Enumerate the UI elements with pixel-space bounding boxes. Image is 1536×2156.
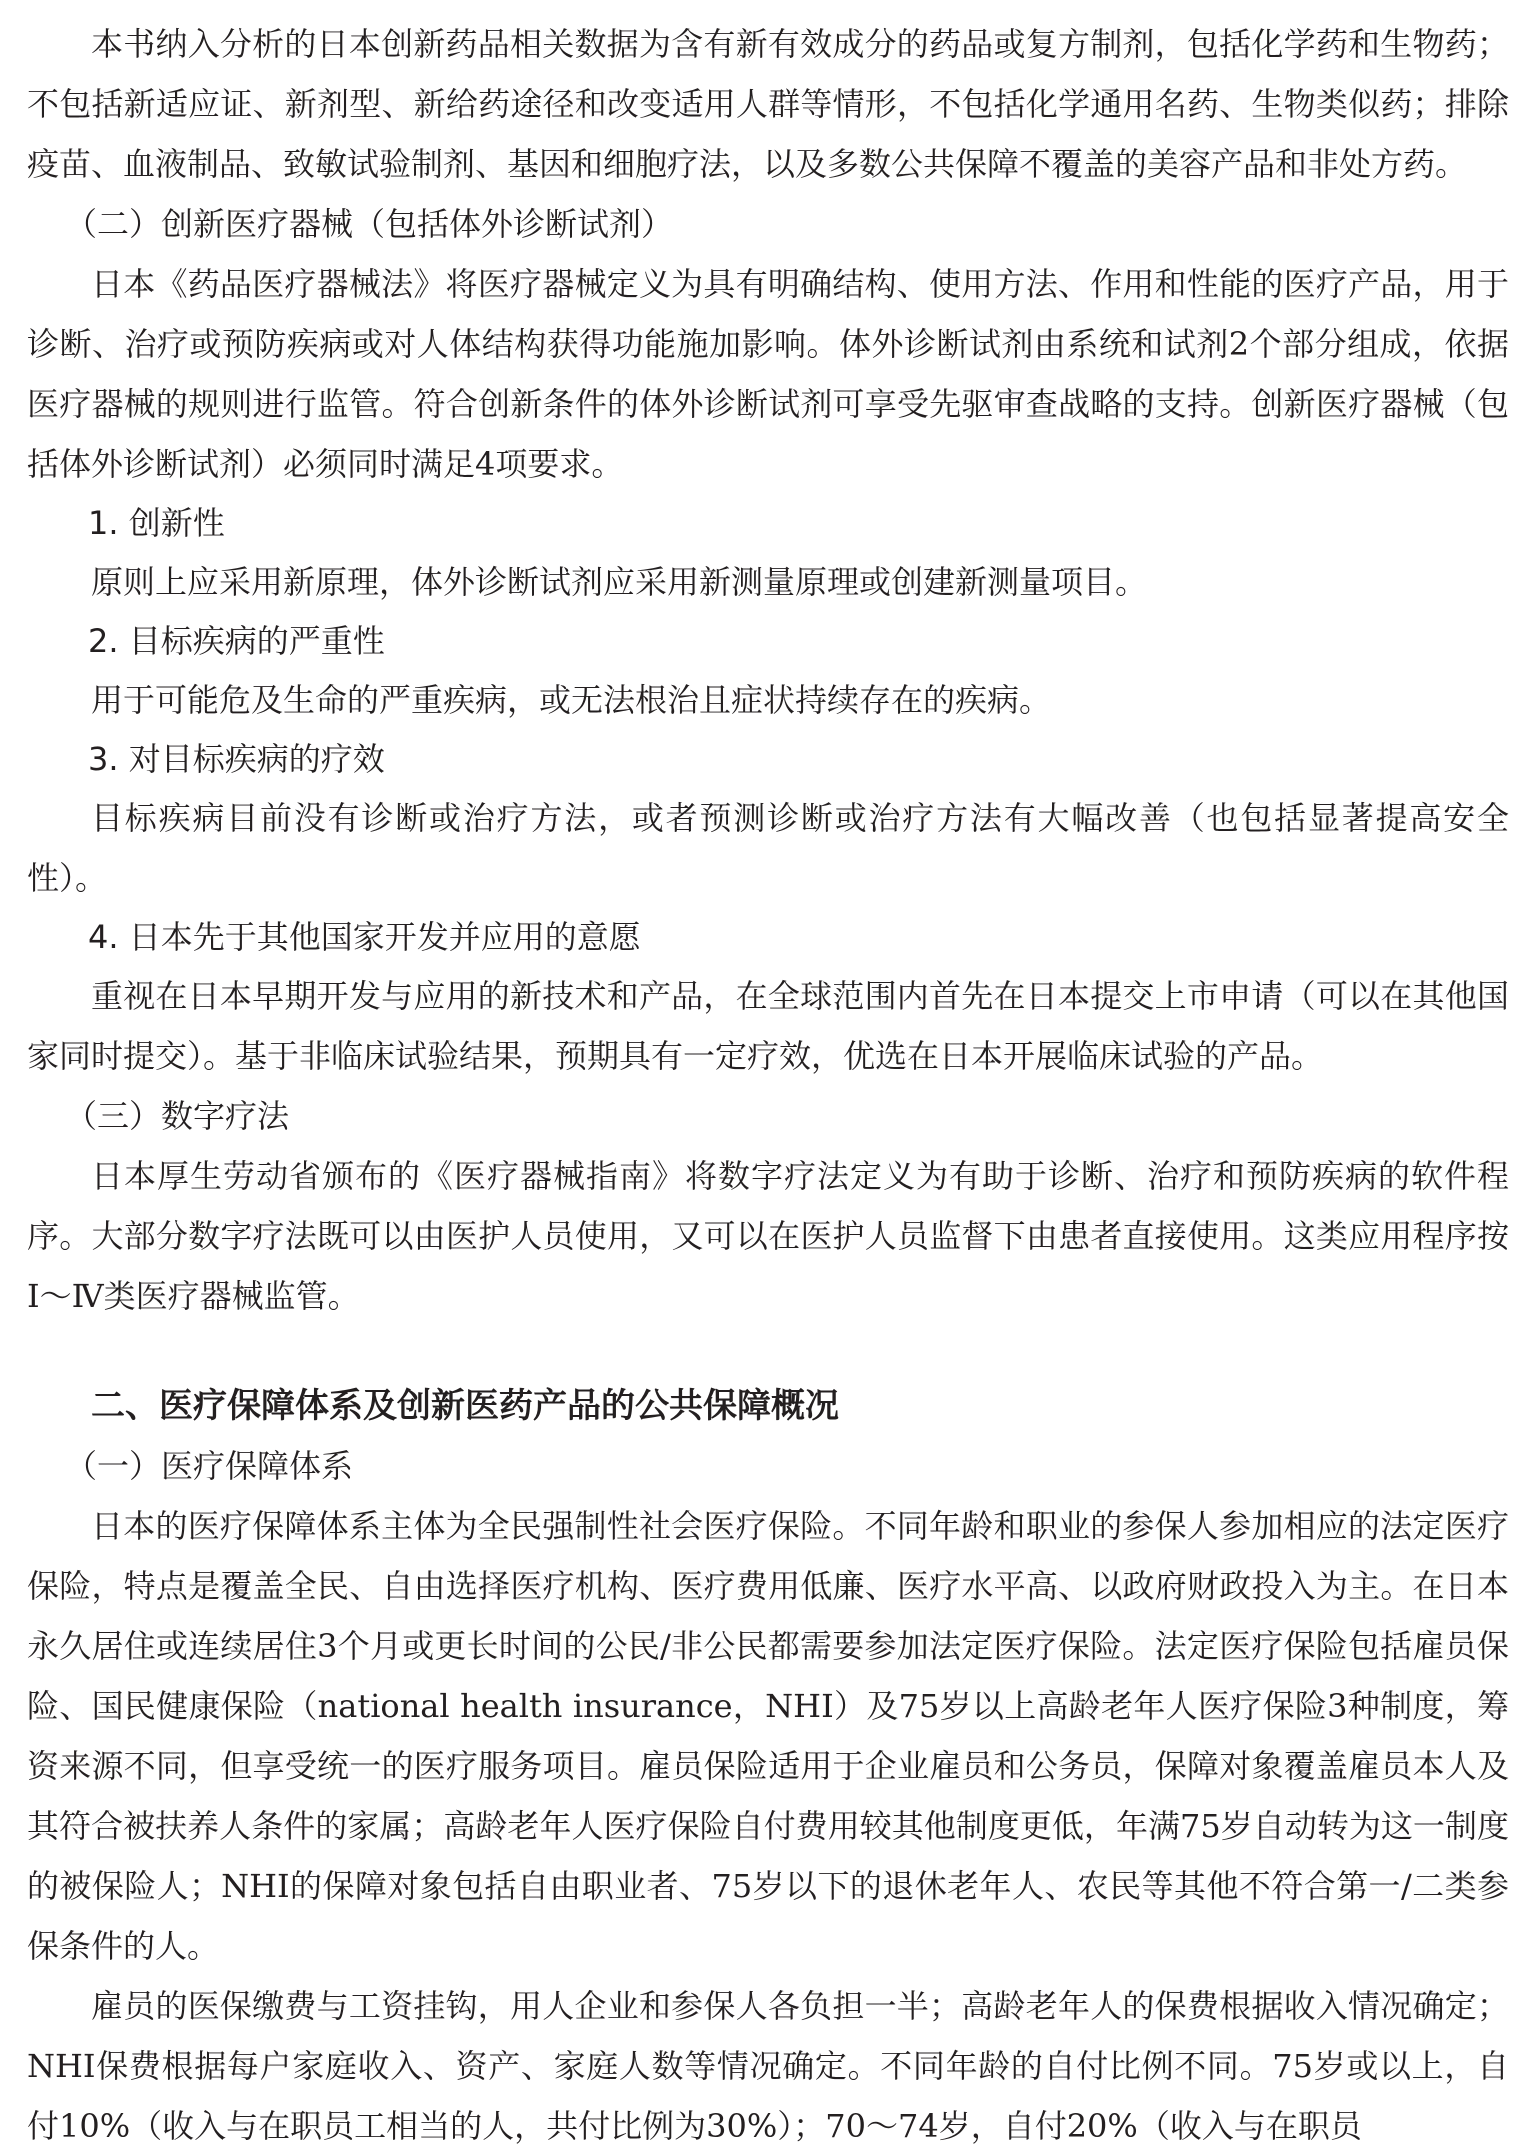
paragraph-criterion-3: 目标疾病目前没有诊断或治疗方法，或者预测诊断或治疗方法有大幅改善（也包括显著提高安全性）。	[27, 799, 1509, 897]
heading-healthcare-system: （一）医疗保障体系	[65, 1447, 354, 1485]
paragraph-criterion-2: 用于可能危及生命的严重疾病，或无法根治且症状持续存在的疾病。	[91, 681, 1052, 719]
paragraph-healthcare-system: 日本的医疗保障体系主体为全民强制性社会医疗保险。不同年龄和职业的参保人参加相应的法定医疗保险，特点是覆盖全民、自由选择医疗机构、医疗费用低廉、医疗水平高、以政府财政投入为主。在日本永久居住或连续居住3个月或更长时间的公民/非公民都需要参加法定医疗保险。法定医疗保险包括雇员保险、国民健康保险（national health insurance，NHI）及75岁以上高龄老年人医疗保险3种制度，筹资来源不同，但享受统一的医疗服务项目。雇员保险适用于企业雇员和公务员，保障对象覆盖雇员本人及其符合被扶养人条件的家属；高龄老年人医疗保险自付费用较其他制度更低，年满75岁自动转为这一制度的被保险人；NHI的保障对象包括自由职业者、75岁以下的退休老年人、农民等其他不符合第一/二类参保条件的人。	[27, 1507, 1509, 1965]
paragraph-devices-definition: 日本《药品医疗器械法》将医疗器械定义为具有明确结构、使用方法、作用和性能的医疗产品，用于诊断、治疗或预防疾病或对人体结构获得功能施加影响。体外诊断试剂由系统和试剂2个部分组成，依据医疗器械的规则进行监管。符合创新条件的体外诊断试剂可享受先驱审查战略的支持。创新医疗器械（包括体外诊断试剂）必须同时满足4项要求。	[27, 265, 1509, 483]
paragraph-innovative-drugs-scope: 本书纳入分析的日本创新药品相关数据为含有新有效成分的药品或复方制剂，包括化学药和生物药；不包括新适应证、新剂型、新给药途径和改变适用人群等情形，不包括化学通用名药、生物类似药；排除疫苗、血液制品、致敏试验制剂、基因和细胞疗法，以及多数公共保障不覆盖的美容产品和非处方药。	[27, 25, 1509, 183]
heading-criterion-3: 3. 对目标疾病的疗效	[88, 740, 385, 778]
paragraph-digital-therapeutics: 日本厚生劳动省颁布的《医疗器械指南》将数字疗法定义为有助于诊断、治疗和预防疾病的软件程序。大部分数字疗法既可以由医护人员使用，又可以在医护人员监督下由患者直接使用。这类应用程序按Ⅰ～Ⅳ类医疗器械监管。	[27, 1157, 1509, 1315]
heading-innovative-devices: （二）创新医疗器械（包括体外诊断试剂）	[65, 205, 674, 243]
heading-digital-therapeutics: （三）数字疗法	[65, 1097, 290, 1135]
paragraph-criterion-1: 原则上应采用新原理，体外诊断试剂应采用新测量原理或创建新测量项目。	[91, 563, 1148, 601]
heading-criterion-1: 1. 创新性	[88, 504, 225, 542]
paragraph-premiums-copay: 雇员的医保缴费与工资挂钩，用人企业和参保人各负担一半；高龄老年人的保费根据收入情况确定；NHI保费根据每户家庭收入、资产、家庭人数等情况确定。不同年龄的自付比例不同。75岁或以上，自付10%（收入与在职员工相当的人，共付比例为30%）；70～74岁，自付20%（收入与在职员	[27, 1987, 1509, 2145]
paragraph-criterion-4: 重视在日本早期开发与应用的新技术和产品，在全球范围内首先在日本提交上市申请（可以在其他国家同时提交）。基于非临床试验结果，预期具有一定疗效，优选在日本开展临床试验的产品。	[27, 977, 1509, 1075]
document-page	[27, 14, 1509, 2156]
heading-criterion-4: 4. 日本先于其他国家开发并应用的意愿	[88, 918, 641, 956]
section-spacer	[27, 1326, 1509, 1376]
heading-criterion-2: 2. 目标疾病的严重性	[88, 622, 385, 660]
heading-section-2: 二、医疗保障体系及创新医药产品的公共保障概况	[91, 1386, 839, 1426]
